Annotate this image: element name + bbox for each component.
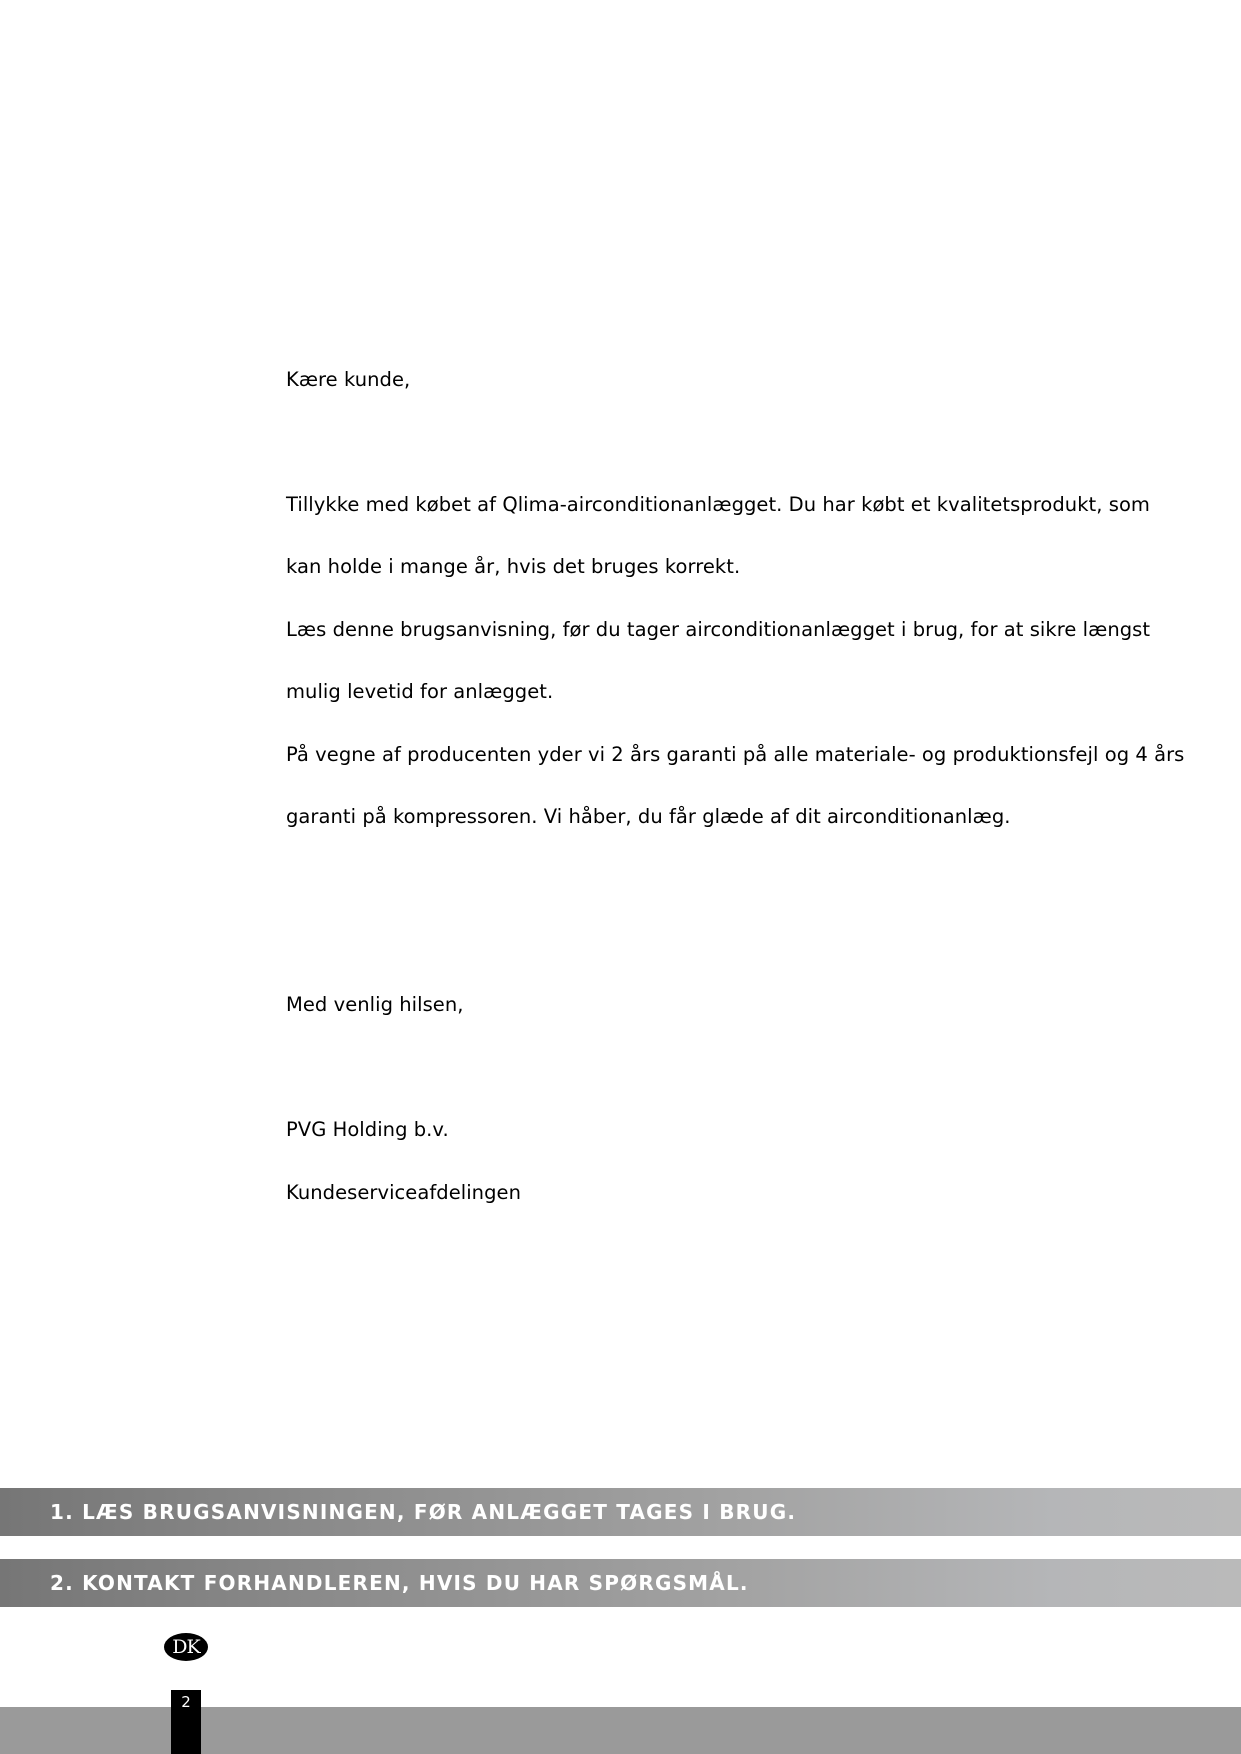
instruction-banner-2 [0,1559,1241,1607]
page-number: 2 [181,1693,191,1711]
paragraph-line: På vegne af producenten yder vi 2 års garanti på alle materiale- og produktionsfejl og 4 års [286,743,1185,766]
language-badge: DK [164,1633,208,1661]
letter-greeting: Kære kunde, [286,368,411,391]
signature-company: PVG Holding b.v. [286,1118,449,1141]
paragraph-line: garanti på kompressoren. Vi håber, du får glæde af dit airconditionanlæg. [286,805,1011,828]
signature-department: Kundeserviceafdelingen [286,1181,521,1204]
instruction-banner-text: 2. KONTAKT FORHANDLEREN, HVIS DU HAR SPØRGSMÅL. [50,1571,749,1595]
instruction-banner-1 [0,1488,1241,1536]
page-number-tab [171,1690,201,1754]
paragraph-line: mulig levetid for anlægget. [286,680,554,703]
instruction-banner-text: 1. LÆS BRUGSANVISNINGEN, FØR ANLÆGGET TAGES I BRUG. [50,1500,797,1524]
letter-closing: Med venlig hilsen, [286,993,464,1016]
paragraph-line: Læs denne brugsanvisning, før du tager airconditionanlægget i brug, for at sikre længst [286,618,1151,641]
paragraph-line: kan holde i mange år, hvis det bruges korrekt. [286,555,741,578]
paragraph-line: Tillykke med købet af Qlima-airconditionanlægget. Du har købt et kvalitetsprodukt, som [286,493,1150,516]
